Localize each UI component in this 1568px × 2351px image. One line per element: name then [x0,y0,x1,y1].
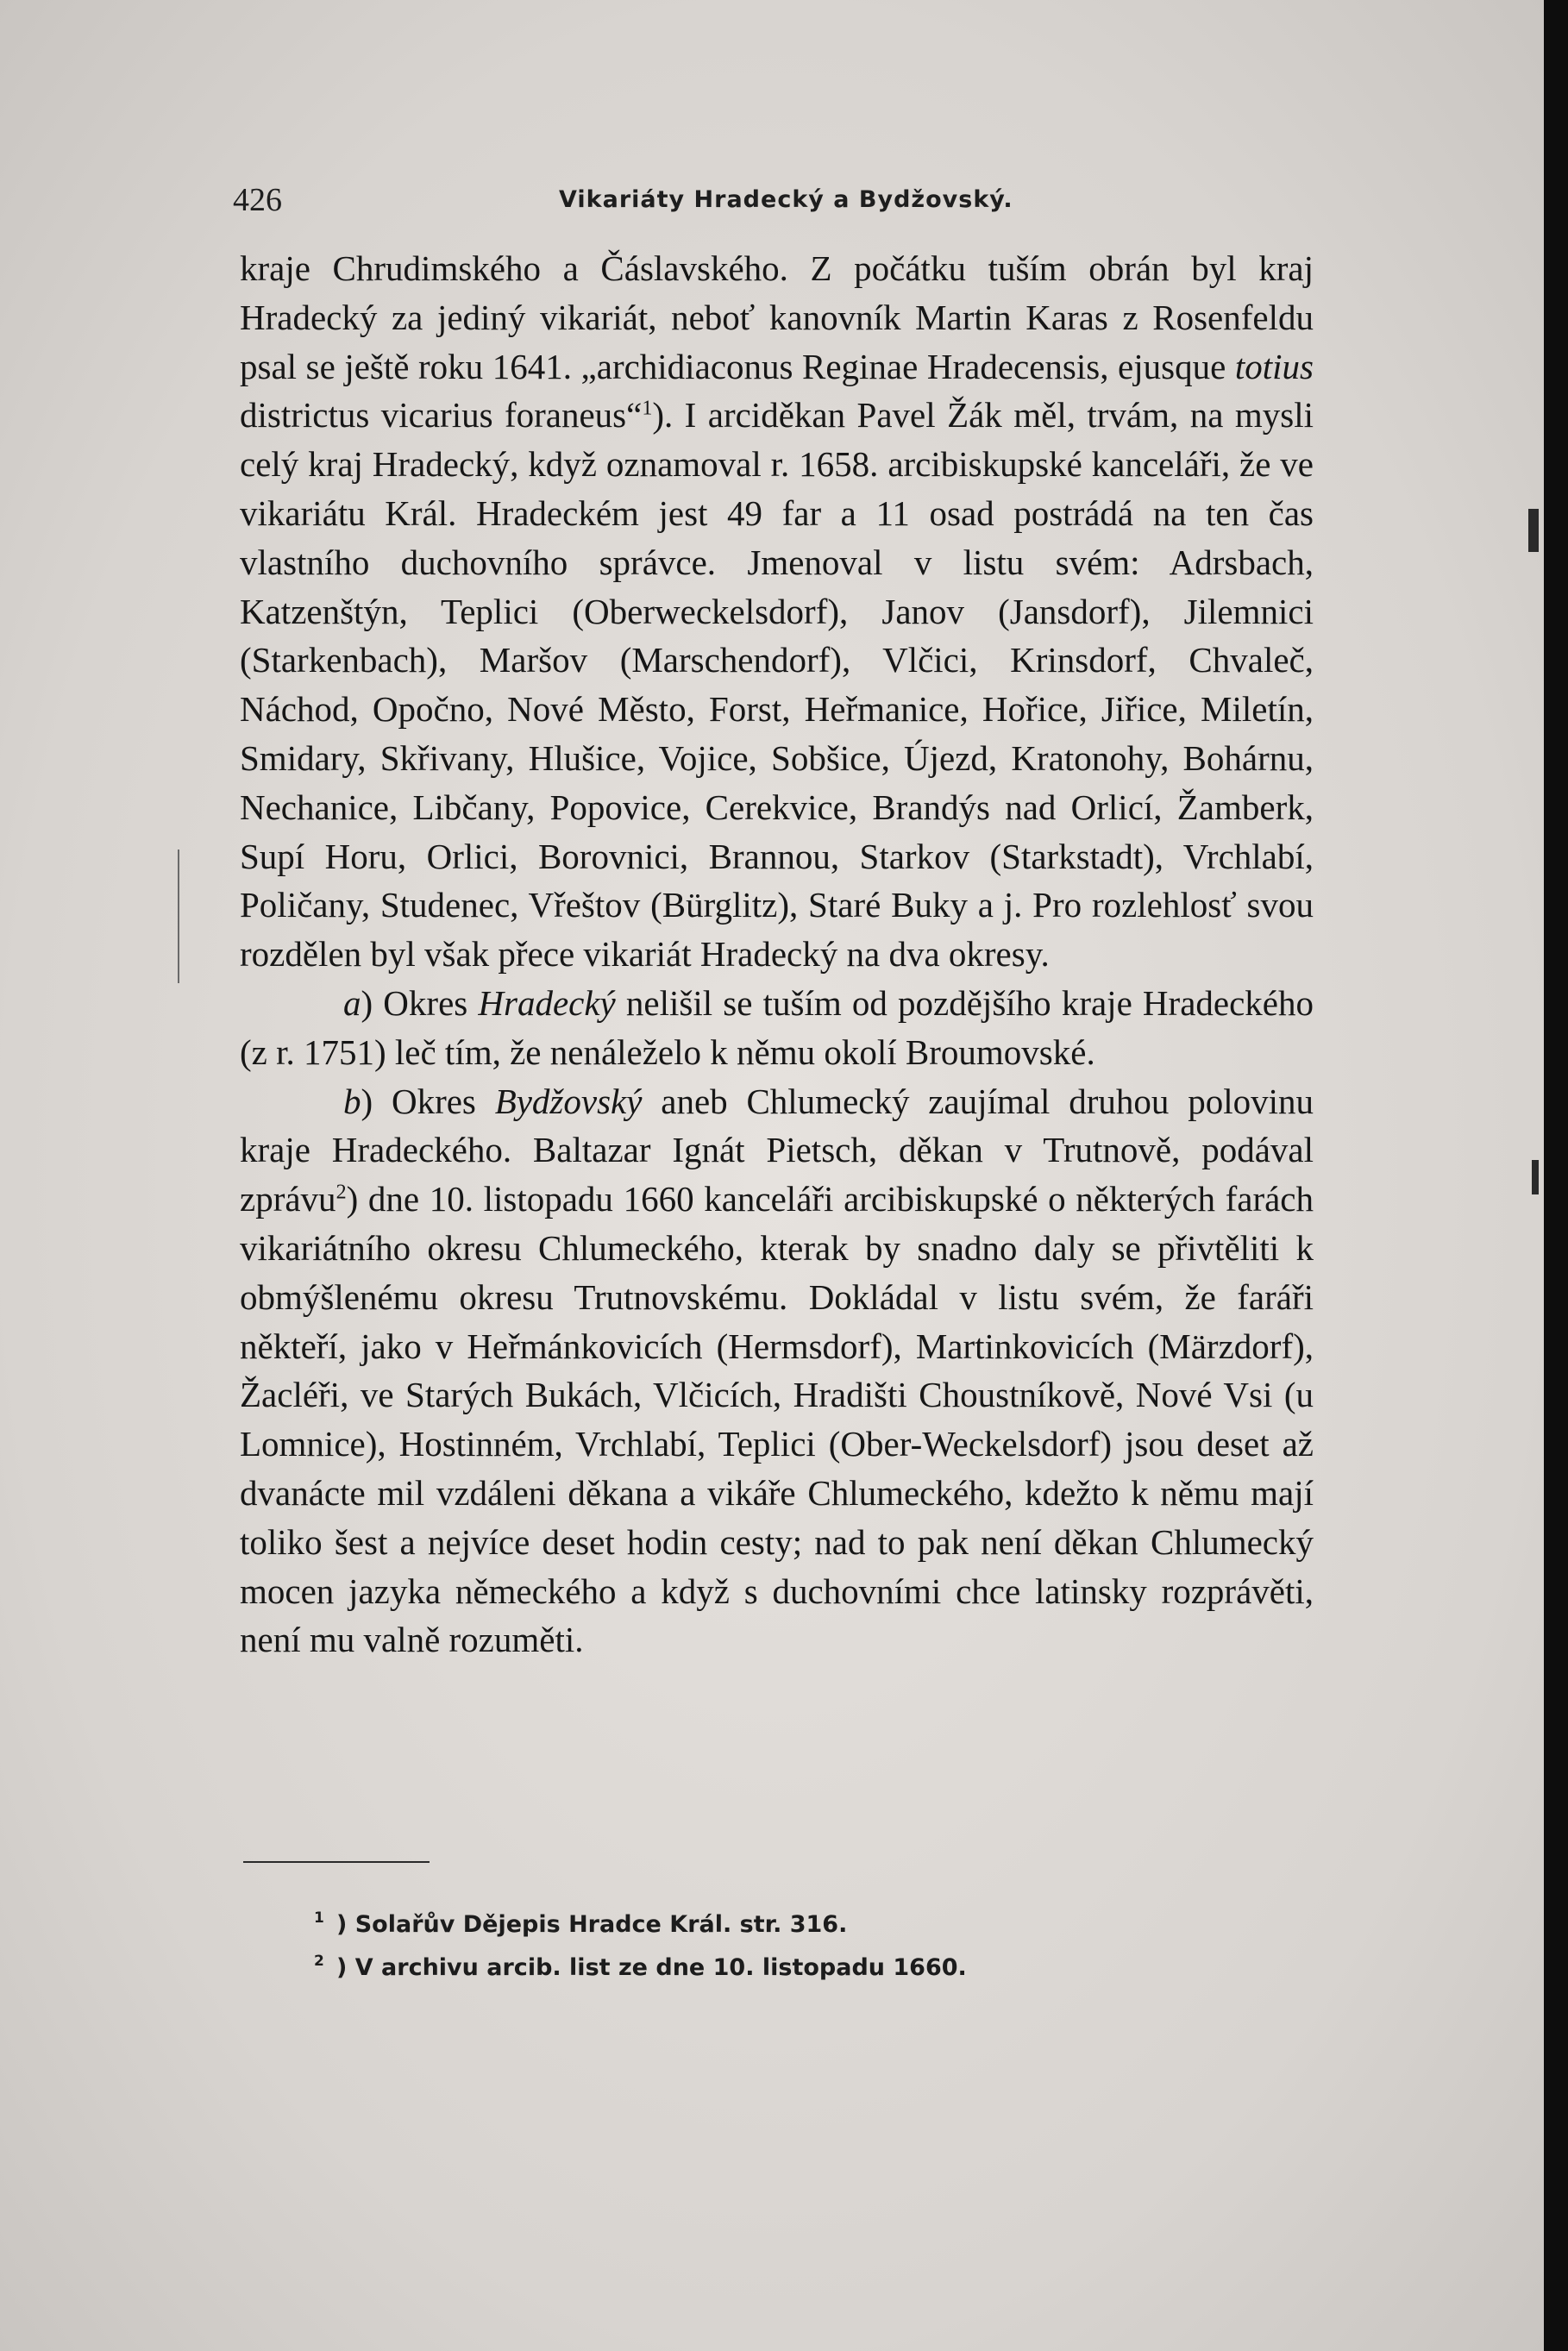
footnote-ref-2: 2 [336,1181,347,1204]
page-number: 426 [233,182,282,218]
scan-edge [1544,0,1568,2351]
body-text [240,244,1314,1665]
footnote-divider [243,1861,430,1863]
page-header [233,181,1315,224]
paragraph-a: a) Okres Hradecký nelišil se tuším od pozdějšího kraje Hradeckého (z r. 1751) leč tím, že nenáleželo k němu okolí Broumovské. [240,982,1314,1072]
running-title: Vikariáty Hradecký a Bydžovský. [559,186,1013,213]
footnote-2: 2 ) V archivu arcib. list ze dne 10. listopadu 1660. [314,1953,967,1981]
scan-mark-right-2 [1532,1160,1539,1194]
paragraph-b: b) Okres Bydžovský aneb Chlumecký zaujímal druhou polovinu kraje Hradeckého. Baltazar Ignát Pietsch, děkan v Trutnově, podával zprávu$^2$) dne 10. listopadu 1660 kanceláři arcibiskupské o některých farách vikariátního okresu Chlumeckého, kterak by snadno daly se přivtěliti k obmýšlenému okresu Trutnovskému. Dokládal v listu svém, že faráři někteří, jako v Heřmánkovicích (Hermsdorf), Martinkovicích (Märzdorf), Žacléři, ve Starých Bukách, Vlčicích, Hradišti Choustníkově, Nové Vsi (u Lomnice), Hostinném, Vrchlabí, Teplici (Ober-Weckelsdorf) jsou deset až dvanácte mil vzdáleni děkana a vikáře Chlumeckého, kdežto k němu mají toliko šest a nejvíce deset hodin cesty; nad to pak není děkan Chlumecký mocen jazyka německého a když s duchovními chce latinsky rozprávěti, není mu valně rozuměti. [240,1081,1314,1660]
scan-mark-right-1 [1528,509,1539,552]
footnote-ref-1: 1 [642,397,653,420]
footnote-1: 1 ) Solařův Dějepis Hradce Král. str. 316. [314,1909,848,1938]
footnotes [314,1903,1285,1990]
paragraph-1: kraje Chrudimského a Čáslavského. Z počátku tuším obrán byl kraj Hradecký za jediný vikariát, neboť kanovník Martin Karas z Rosenfeldu psal se ještě roku 1641. „archidiaconus Reginae Hradecensis, ejusque totius districtus vicarius foraneus“$^1$). I arciděkan Pavel Žák měl, trvám, na mysli celý kraj Hradecký, když oznamoval r. 1658. arcibiskupské kanceláři, že ve vikariátu Král. Hradeckém jest 49 far a 11 osad postrádá na ten čas vlastního duchovního správce. Jmenoval v listu svém: Adrsbach, Katzenštýn, Teplici (Oberweckelsdorf), Janov (Jansdorf), Jilemnici (Starkenbach), Maršov (Marschendorf), Vlčici, Krinsdorf, Chvaleč, Náchod, Opočno, Nové Město, Forst, Heřmanice, Hořice, Jiřice, Miletín, Smidary, Skřivany, Hlušice, Vojice, Sobšice, Újezd, Kratonohy, Bohárnu, Nechanice, Libčany, Popovice, Cerekvice, Brandýs nad Orlicí, Žamberk, Supí Horu, Orlici, Borovnici, Brannou, Starkov (Starkstadt), Vrchlabí, Poličany, Studenec, Vřeštov (Bürglitz), Staré Buky a j. Pro rozlehlosť svou rozdělen byl však přece vikariát Hradecký na dva okresy. [240,248,1314,975]
scan-mark-left [178,849,179,983]
